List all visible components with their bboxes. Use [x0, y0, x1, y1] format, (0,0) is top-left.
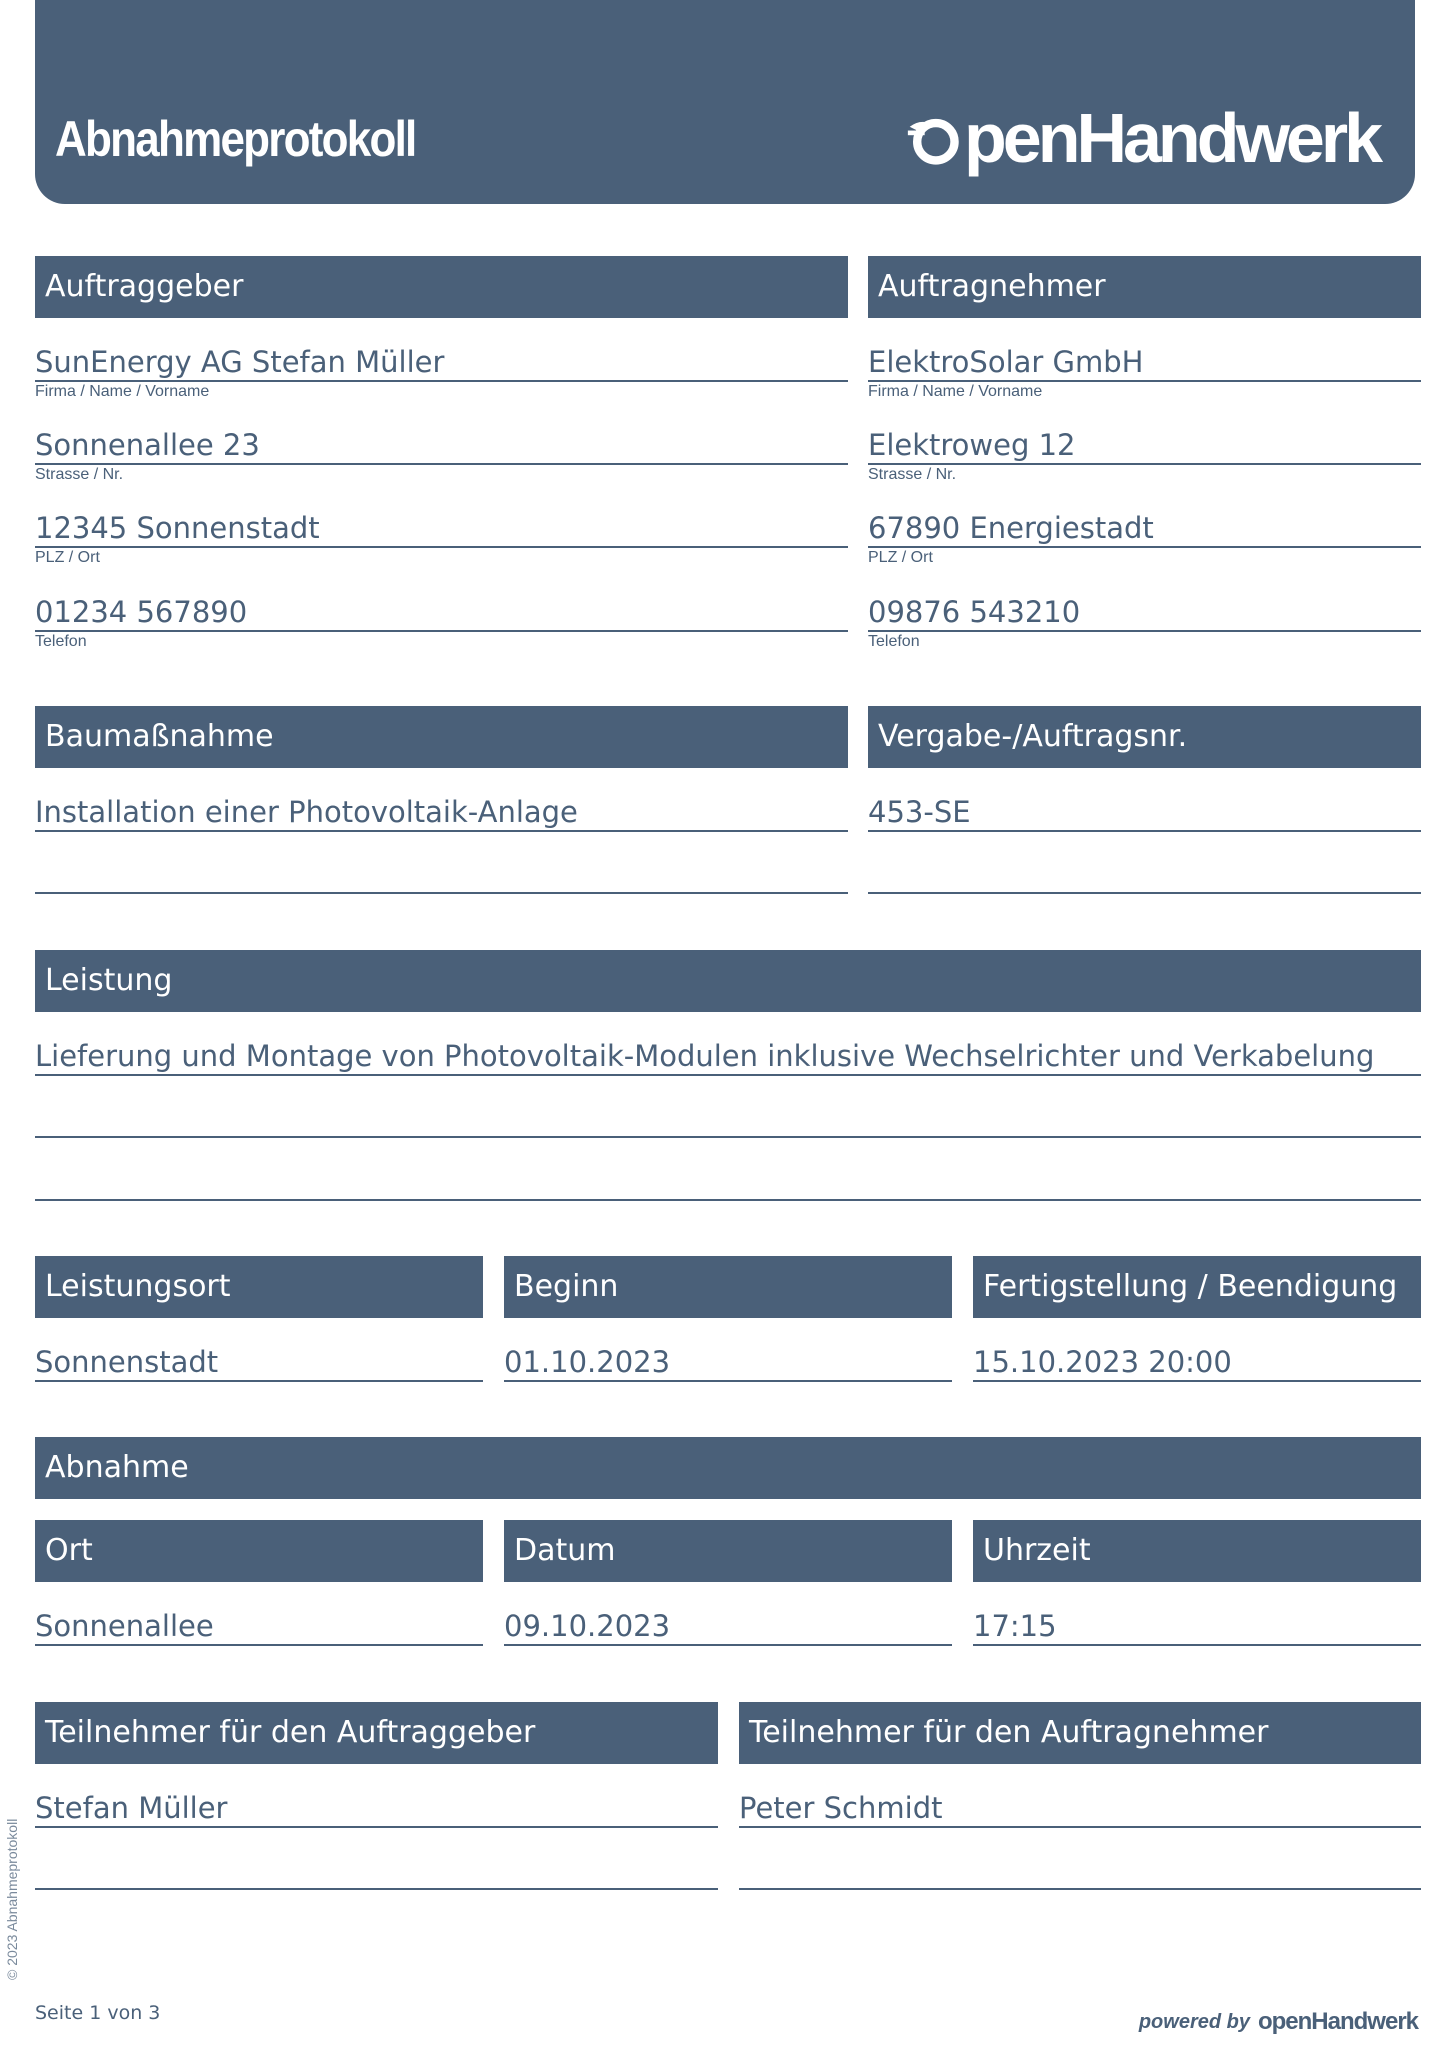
auftragnehmer-strasse-value: Elektroweg 12 — [868, 428, 1076, 462]
beginn-field[interactable] — [504, 1322, 952, 1382]
vergabe-value: 453-SE — [868, 795, 971, 829]
openhandwerk-logo-icon — [906, 110, 962, 166]
brand-logo — [906, 98, 1379, 178]
teilnehmer-an-heading: Teilnehmer für den Auftragnehmer — [739, 1702, 1421, 1764]
leistung-field[interactable] — [35, 1016, 1421, 1076]
abnahme-datum-field[interactable] — [504, 1586, 952, 1646]
fertigstellung-value: 15.10.2023 20:00 — [973, 1345, 1232, 1379]
leistung-heading: Leistung — [35, 950, 1421, 1012]
auftraggeber-ort-value: 12345 Sonnenstadt — [35, 511, 320, 545]
copyright-note: © 2023 Abnahmeprotokoll — [4, 1818, 20, 1980]
auftraggeber-ort-caption: PLZ / Ort — [35, 549, 100, 566]
auftragnehmer-heading: Auftragnehmer — [868, 256, 1421, 318]
leistungsort-field[interactable] — [35, 1322, 483, 1382]
teilnehmer-ag-value: Stefan Müller — [35, 1791, 228, 1825]
auftraggeber-firma-value: SunEnergy AG Stefan Müller — [35, 345, 445, 379]
auftragnehmer-firma-caption: Firma / Name / Vorname — [868, 383, 1043, 400]
teilnehmer-ag-heading: Teilnehmer für den Auftraggeber — [35, 1702, 718, 1764]
auftragnehmer-firma-field[interactable] — [868, 322, 1421, 382]
abnahme-ort-value: Sonnenallee — [35, 1609, 214, 1643]
abnahme-heading: Abnahme — [35, 1437, 1421, 1499]
powered-by-brand: openHandwerk — [1257, 2008, 1418, 2035]
leistung-field-3[interactable] — [35, 1141, 1421, 1201]
fertigstellung-heading: Fertigstellung / Beendigung — [973, 1256, 1421, 1318]
baumassnahme-heading: Baumaßnahme — [35, 706, 848, 768]
abnahme-uhrzeit-heading: Uhrzeit — [973, 1520, 1421, 1582]
abnahme-datum-heading: Datum — [504, 1520, 952, 1582]
teilnehmer-ag-field-2[interactable] — [35, 1830, 718, 1890]
auftragnehmer-telefon-field[interactable] — [868, 572, 1421, 632]
auftragnehmer-ort-value: 67890 Energiestadt — [868, 511, 1154, 545]
auftraggeber-firma-caption: Firma / Name / Vorname — [35, 383, 210, 400]
auftragnehmer-firma-value: ElektroSolar GmbH — [868, 345, 1144, 379]
leistung-field-2[interactable] — [35, 1078, 1421, 1138]
document-header — [35, 0, 1415, 204]
auftraggeber-telefon-field[interactable] — [35, 572, 848, 632]
teilnehmer-an-field-2[interactable] — [739, 1830, 1421, 1890]
auftragnehmer-strasse-caption: Strasse / Nr. — [868, 466, 957, 483]
beginn-value: 01.10.2023 — [504, 1345, 671, 1379]
auftraggeber-heading: Auftraggeber — [35, 256, 848, 318]
leistung-value: Lieferung und Montage von Photovoltaik-Modulen inklusive Wechselrichter und Verkabelung — [35, 1039, 1375, 1073]
teilnehmer-an-value: Peter Schmidt — [739, 1791, 943, 1825]
fertigstellung-field[interactable] — [973, 1322, 1421, 1382]
auftraggeber-ort-field[interactable] — [35, 488, 848, 548]
vergabe-field[interactable] — [868, 772, 1421, 832]
vergabe-field-2[interactable] — [868, 834, 1421, 894]
baumassnahme-field[interactable] — [35, 772, 848, 832]
baumassnahme-value: Installation einer Photovoltaik-Anlage — [35, 795, 578, 829]
auftragnehmer-strasse-field[interactable] — [868, 405, 1421, 465]
auftraggeber-strasse-value: Sonnenallee 23 — [35, 428, 260, 462]
auftragnehmer-ort-caption: PLZ / Ort — [868, 549, 933, 566]
baumassnahme-field-2[interactable] — [35, 834, 848, 894]
page-number: Seite 1 von 3 — [35, 2002, 161, 2024]
powered-by — [1139, 2008, 1418, 2036]
auftraggeber-strasse-caption: Strasse / Nr. — [35, 466, 124, 483]
abnahme-ort-field[interactable] — [35, 1586, 483, 1646]
auftraggeber-strasse-field[interactable] — [35, 405, 848, 465]
abnahme-uhrzeit-field[interactable] — [973, 1586, 1421, 1646]
powered-by-label: powered by — [1138, 2010, 1250, 2033]
teilnehmer-ag-field[interactable] — [35, 1768, 718, 1828]
teilnehmer-an-field[interactable] — [739, 1768, 1421, 1828]
auftragnehmer-telefon-value: 09876 543210 — [868, 595, 1081, 629]
leistungsort-heading: Leistungsort — [35, 1256, 483, 1318]
auftraggeber-firma-field[interactable] — [35, 322, 848, 382]
document-title: Abnahmeprotokoll — [55, 111, 416, 167]
auftraggeber-telefon-value: 01234 567890 — [35, 595, 248, 629]
leistungsort-value: Sonnenstadt — [35, 1345, 219, 1379]
vergabe-heading: Vergabe-/Auftragsnr. — [868, 706, 1421, 768]
auftraggeber-telefon-caption: Telefon — [35, 633, 87, 650]
abnahme-datum-value: 09.10.2023 — [504, 1609, 671, 1643]
beginn-heading: Beginn — [504, 1256, 952, 1318]
abnahme-uhrzeit-value: 17:15 — [973, 1609, 1057, 1643]
auftragnehmer-ort-field[interactable] — [868, 488, 1421, 548]
auftragnehmer-telefon-caption: Telefon — [868, 633, 920, 650]
logo-text: penHandwerk — [964, 99, 1379, 177]
abnahme-ort-heading: Ort — [35, 1520, 483, 1582]
